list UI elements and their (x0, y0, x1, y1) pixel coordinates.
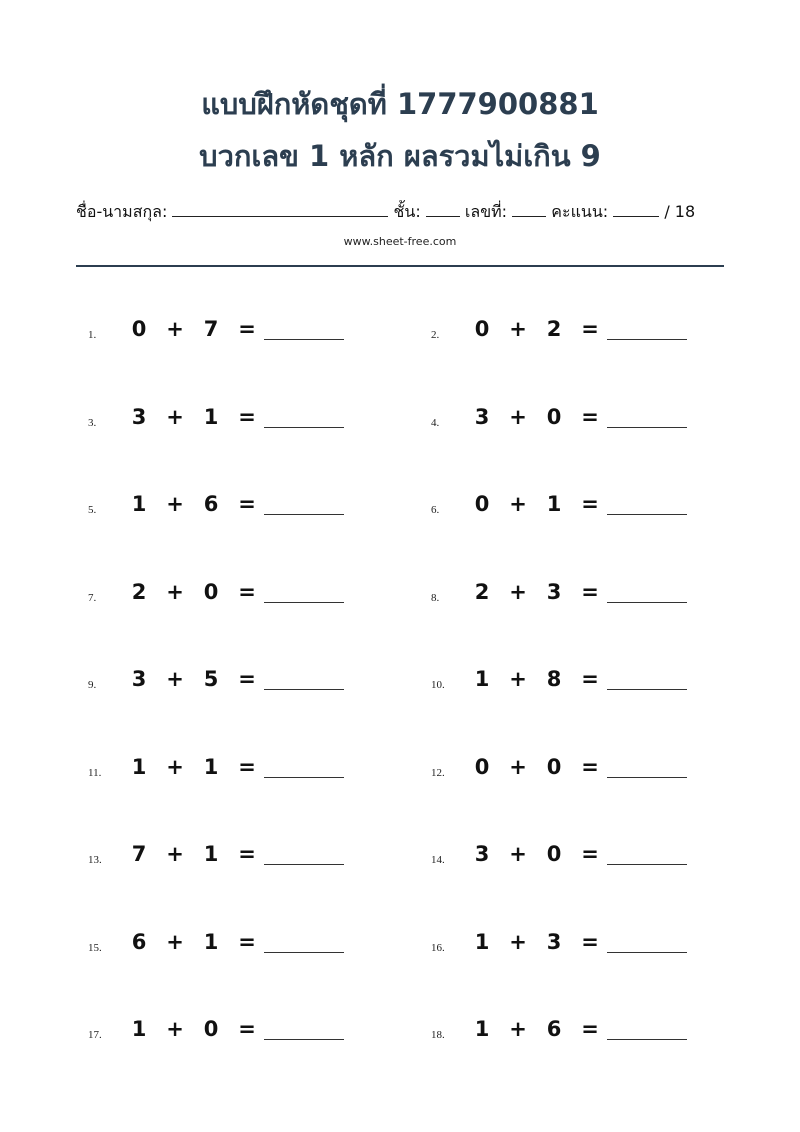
operand-a: 0 (474, 492, 490, 516)
problem-expression (471, 404, 615, 430)
plus-sign: + (509, 1017, 527, 1041)
problem-item (88, 316, 358, 356)
operand-b: 0 (546, 842, 562, 866)
operand-b: 6 (546, 1017, 562, 1041)
equals-sign: = (238, 579, 256, 604)
problem-item (88, 404, 358, 444)
answer-blank[interactable] (264, 427, 344, 428)
problem-item (431, 666, 701, 706)
operand-a: 1 (131, 1017, 147, 1041)
answer-blank[interactable] (607, 427, 687, 428)
operand-a: 6 (131, 929, 147, 954)
equals-sign: = (238, 404, 256, 429)
equals-sign: = (581, 842, 599, 866)
plus-sign: + (166, 317, 184, 341)
problem-item (431, 579, 701, 619)
problem-number: 12. (431, 766, 445, 779)
problem-expression (128, 579, 272, 605)
problem-expression (128, 316, 272, 342)
equals-sign: = (581, 1017, 599, 1041)
worksheet-title: แบบฝึกหัดชุดที่ 1777900881 (201, 87, 599, 121)
plus-sign: + (166, 929, 184, 954)
plus-sign: + (509, 929, 527, 954)
problem-number: 13. (88, 854, 102, 866)
problem-number: 16. (431, 941, 445, 954)
answer-blank[interactable] (264, 1039, 344, 1040)
website-url: www.sheet-free.com (343, 235, 457, 248)
answer-blank[interactable] (264, 339, 344, 340)
operand-a: 3 (131, 404, 147, 429)
score-total: / 18 (664, 202, 696, 221)
answer-blank[interactable] (607, 864, 687, 865)
problem-expression (128, 929, 272, 955)
operand-b: 0 (203, 579, 219, 604)
equals-sign: = (581, 404, 599, 429)
operand-a: 3 (131, 667, 147, 691)
equals-sign: = (581, 317, 599, 341)
equals-sign: = (581, 754, 599, 779)
operand-b: 1 (546, 492, 562, 516)
operand-a: 0 (131, 317, 147, 341)
operand-b: 0 (546, 754, 562, 779)
operand-b: 5 (203, 667, 219, 691)
operand-b: 0 (203, 1017, 219, 1041)
problem-expression (128, 491, 272, 517)
problem-expression (128, 404, 272, 430)
operand-a: 7 (131, 842, 147, 866)
problem-item (88, 929, 358, 969)
plus-sign: + (509, 667, 527, 691)
operand-a: 2 (131, 579, 147, 604)
equals-sign: = (238, 492, 256, 516)
problem-expression (128, 666, 272, 692)
problem-item (88, 1016, 358, 1056)
problem-number: 17. (88, 1029, 102, 1041)
equals-sign: = (238, 667, 256, 691)
operand-a: 1 (474, 667, 490, 691)
operand-a: 3 (474, 842, 490, 866)
equals-sign: = (581, 667, 599, 691)
answer-blank[interactable] (264, 602, 344, 603)
problem-number: 9. (88, 679, 97, 691)
problem-expression (471, 316, 615, 342)
equals-sign: = (238, 929, 256, 954)
operand-b: 3 (546, 579, 562, 604)
problem-number: 14. (431, 854, 445, 866)
plus-sign: + (509, 754, 527, 779)
worksheet-subtitle: บวกเลข 1 หลัก ผลรวมไม่เกิน 9 (199, 139, 601, 173)
number-field[interactable] (512, 200, 546, 217)
problem-item (88, 491, 358, 531)
operand-a: 2 (474, 579, 490, 604)
plus-sign: + (166, 492, 184, 516)
operand-b: 2 (546, 317, 562, 341)
problem-item (431, 404, 701, 444)
operand-b: 8 (546, 667, 562, 691)
problem-expression (128, 754, 272, 780)
equals-sign: = (238, 1017, 256, 1041)
problem-expression (471, 666, 615, 692)
operand-a: 1 (131, 492, 147, 516)
problem-number: 3. (88, 416, 97, 429)
answer-blank[interactable] (264, 952, 344, 953)
operand-b: 1 (203, 404, 219, 429)
class-label: ชั้น: (393, 202, 421, 221)
name-label: ชื่อ-นามสกุล: (76, 202, 168, 221)
problem-number: 15. (88, 941, 102, 954)
equals-sign: = (238, 754, 256, 779)
operand-a: 1 (474, 929, 490, 954)
problem-item (88, 841, 358, 881)
problem-number: 2. (431, 329, 440, 341)
problem-item (88, 579, 358, 619)
answer-blank[interactable] (607, 602, 687, 603)
class-field[interactable] (426, 200, 460, 217)
plus-sign: + (509, 492, 527, 516)
operand-b: 7 (203, 317, 219, 341)
operand-b: 1 (203, 754, 219, 779)
problem-item (88, 666, 358, 706)
operand-a: 1 (131, 754, 147, 779)
problem-item (431, 491, 701, 531)
operand-b: 6 (203, 492, 219, 516)
problem-number: 1. (88, 329, 97, 341)
equals-sign: = (238, 317, 256, 341)
answer-blank[interactable] (264, 514, 344, 515)
problem-number: 6. (431, 504, 440, 516)
answer-blank[interactable] (264, 864, 344, 865)
problem-expression (471, 841, 615, 867)
plus-sign: + (509, 579, 527, 604)
problem-item (431, 841, 701, 881)
answer-blank[interactable] (607, 514, 687, 515)
equals-sign: = (581, 929, 599, 954)
problem-item (431, 1016, 701, 1056)
problem-expression (128, 1016, 272, 1042)
plus-sign: + (509, 842, 527, 866)
problem-expression (471, 929, 615, 955)
problem-number: 4. (431, 416, 440, 429)
equals-sign: = (581, 492, 599, 516)
plus-sign: + (166, 404, 184, 429)
answer-blank[interactable] (264, 689, 344, 690)
answer-blank[interactable] (264, 777, 344, 778)
answer-blank[interactable] (607, 689, 687, 690)
problem-number: 18. (431, 1029, 445, 1041)
operand-b: 0 (546, 404, 562, 429)
plus-sign: + (166, 1017, 184, 1041)
operand-a: 0 (474, 317, 490, 341)
operand-a: 0 (474, 754, 490, 779)
problem-number: 5. (88, 504, 97, 516)
problem-item (431, 929, 701, 969)
plus-sign: + (166, 842, 184, 866)
plus-sign: + (509, 317, 527, 341)
score-field[interactable] (613, 200, 659, 217)
problem-number: 10. (431, 679, 445, 691)
problem-expression (471, 579, 615, 605)
operand-a: 1 (474, 1017, 490, 1041)
answer-blank[interactable] (607, 1039, 687, 1040)
equals-sign: = (581, 579, 599, 604)
problem-expression (471, 1016, 615, 1042)
plus-sign: + (166, 754, 184, 779)
header-divider (76, 265, 724, 267)
problem-item (431, 316, 701, 356)
problem-number: 7. (88, 591, 97, 604)
operand-b: 1 (203, 929, 219, 954)
answer-blank[interactable] (607, 952, 687, 953)
problem-item (88, 754, 358, 794)
operand-a: 3 (474, 404, 490, 429)
plus-sign: + (509, 404, 527, 429)
problem-expression (471, 754, 615, 780)
problem-number: 8. (431, 591, 440, 604)
operand-b: 3 (546, 929, 562, 954)
plus-sign: + (166, 579, 184, 604)
operand-b: 1 (203, 842, 219, 866)
problem-number: 11. (88, 766, 102, 779)
score-label: คะแนน: (551, 202, 609, 221)
student-info-line (76, 200, 724, 223)
equals-sign: = (238, 842, 256, 866)
name-field[interactable] (172, 200, 388, 217)
plus-sign: + (166, 667, 184, 691)
number-label: เลขที่: (464, 202, 508, 221)
problem-item (431, 754, 701, 794)
answer-blank[interactable] (607, 339, 687, 340)
answer-blank[interactable] (607, 777, 687, 778)
problem-expression (128, 841, 272, 867)
problem-expression (471, 491, 615, 517)
